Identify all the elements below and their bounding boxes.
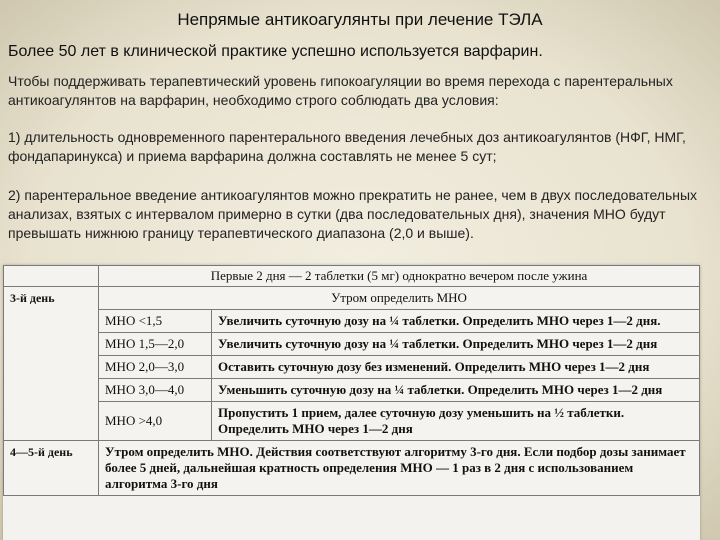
slide-title: Непрямые антикоагулянты при лечение ТЭЛА <box>177 10 543 29</box>
action-text: Увеличить суточную дозу на ¼ таблетки. Определить МНО через 1—2 дня. <box>212 310 700 333</box>
condition-2: 2) парентеральное введение антикоагулянтов можно прекратить не ранее, чем в двух последовательных анализах, взятых с интервалом примерно в сутки (два последовательных дня), значения МНО будут превышать нижнюю границу терапевтического диапазона (2,0 и выше). <box>8 187 698 241</box>
slide-subtitle: Более 50 лет в клинической практике успешно используется варфарин. <box>8 43 543 60</box>
inr-value: МНО 2,0—3,0 <box>99 356 212 379</box>
table-row <box>4 333 700 356</box>
inr-value: МНО >4,0 <box>99 402 212 441</box>
day3-header-row <box>4 287 700 310</box>
day3-label: 3-й день <box>4 287 99 441</box>
table-header-row <box>4 266 700 287</box>
inr-value: МНО 3,0—4,0 <box>99 379 212 402</box>
day45-text: Утром определить МНО. Действия соответствуют алгоритму 3-го дня. Если подбор дозы занимает более 5 дней, дальнейшая кратность определения МНО — 1 раз в 2 дня с использованием алгоритма 3-го дня <box>99 441 700 496</box>
day45-label: 4—5-й день <box>4 441 99 496</box>
condition-1: 1) длительность одновременного парентерального введения лечебных доз антикоагулянтов (НФГ, НМГ, фондапаринукса) и приема варфарина должна составлять не менее 5 сут; <box>8 129 686 164</box>
intro-paragraph: Чтобы поддерживать терапевтический уровень гипокоагуляции во время перехода с парентеральных антикоагулянтов на варфарин, необходимо строго соблюдать два условия: <box>8 73 673 108</box>
table-header: Первые 2 дня — 2 таблетки (5 мг) однократно вечером после ужина <box>99 266 700 287</box>
day3-header: Утром определить МНО <box>99 287 700 310</box>
inr-value: МНО 1,5—2,0 <box>99 333 212 356</box>
table-row <box>4 310 700 333</box>
action-text: Оставить суточную дозу без изменений. Определить МНО через 1—2 дня <box>212 356 700 379</box>
table-row <box>4 379 700 402</box>
table-header-empty <box>4 266 99 287</box>
day45-row <box>4 441 700 496</box>
dosing-table-image <box>3 265 700 540</box>
table-row <box>4 356 700 379</box>
action-text: Уменьшить суточную дозу на ¼ таблетки. Определить МНО через 1—2 дня <box>212 379 700 402</box>
inr-value: МНО <1,5 <box>99 310 212 333</box>
table-row <box>4 402 700 441</box>
action-text: Увеличить суточную дозу на ¼ таблетки. Определить МНО через 1—2 дня <box>212 333 700 356</box>
dosing-table <box>3 265 700 496</box>
action-text: Пропустить 1 прием, далее суточную дозу уменьшить на ½ таблетки. Определить МНО через 1—2 дня <box>212 402 700 441</box>
